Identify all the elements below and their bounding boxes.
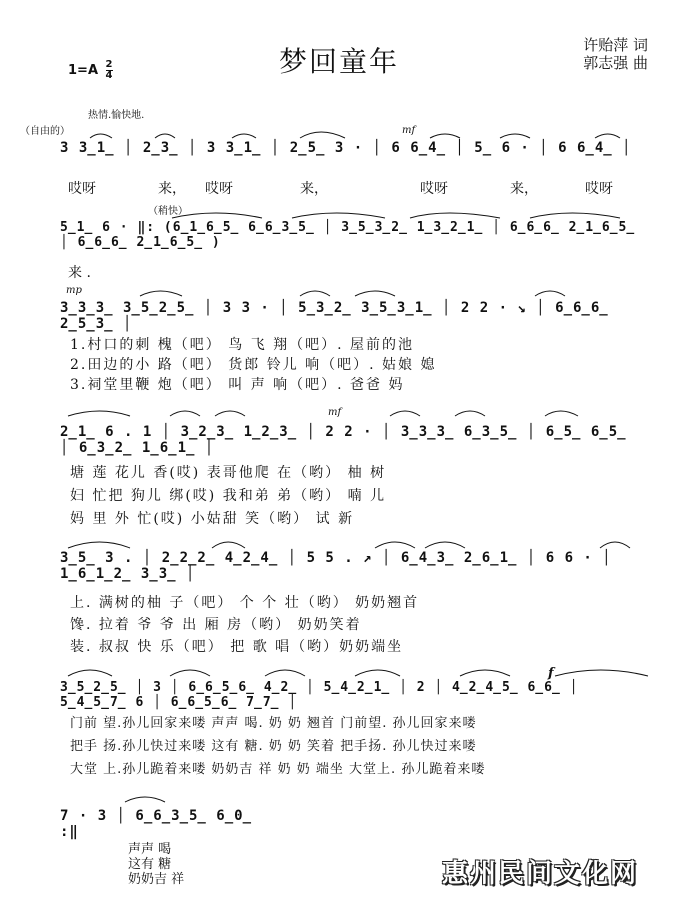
song-title: 梦回童年 bbox=[278, 45, 399, 78]
lyric-s1-3: 哎呀 bbox=[205, 181, 233, 197]
lyric-verse-d-2: 把手 扬.孙儿快过来喽 这有 糖. 奶 奶 笑着 把手扬. 孙儿快过来喽 bbox=[70, 739, 477, 754]
free-tempo-marking: （自由的） bbox=[20, 126, 70, 137]
music-system-4 bbox=[60, 416, 645, 456]
lyric-s1-1: 哎呀 bbox=[68, 181, 96, 197]
music-system-7 bbox=[60, 800, 260, 840]
lyric-verse-c-3: 装. 叔叔 快 乐（吧） 把 歌 唱（哟）奶奶端坐 bbox=[70, 639, 404, 655]
notation-line: 3 3̲1̲ │ 2̲3̲ │ 3 3̲1̲ │ 2̲5̲ 3 · │ 6 6̲4̲ │ 5̲ 6 · │ 6 6̲4̲ │ bbox=[60, 140, 632, 156]
lyricist: 许贻萍 词 bbox=[583, 36, 648, 54]
key-label: 1=A bbox=[68, 63, 98, 78]
lyric-s1-4: 来， bbox=[300, 181, 328, 197]
dynamic-mf-2: mf bbox=[328, 407, 342, 418]
lyric-s2: 来 . bbox=[68, 265, 91, 281]
lyric-s1-5: 哎呀 bbox=[420, 181, 448, 197]
lyric-ending-2: 这有 糖 bbox=[128, 857, 172, 872]
lyric-ending-3: 奶奶吉 祥 bbox=[128, 872, 185, 887]
notation-line: 3̲5̲ 3 . │ 2̲2̲2̲ 4̲2̲4̲ │ 5 5 . ↗ │ 6̲4̲3̲ 2̲6̲1̲ │ 6 6 · │ 1̲6̲1̲2̲ 3̲3̲ │ bbox=[60, 550, 612, 582]
lyric-verse-d-1: 门前 望.孙儿回家来喽 声声 喝. 奶 奶 翘首 门前望. 孙儿回家来喽 bbox=[70, 716, 477, 731]
key-signature bbox=[68, 60, 113, 81]
lyric-verse-a-3: 3.祠堂里鞭 炮（吧） 叫 声 响（吧）. 爸爸 妈 bbox=[70, 377, 405, 393]
lyric-s1-7: 哎呀 bbox=[585, 181, 613, 197]
lyric-verse-b-3: 妈 里 外 忙(哎) 小姑甜 笑（哟） 试 新 bbox=[70, 511, 355, 527]
dynamic-f: f bbox=[548, 666, 554, 681]
time-top: 2 bbox=[105, 59, 113, 70]
music-system-1 bbox=[60, 132, 645, 162]
lyric-verse-a-2: 2.田边的小 路（吧） 货郎 铃儿 响（吧）. 姑娘 媳 bbox=[70, 357, 437, 373]
notation-line: 3̲3̲3̲ 3̲5̲2̲5̲ │ 3 3 · │ 5̲3̲2̲ 3̲5̲3̲1̲ │ 2 2 · ↘ │ 6̲6̲6̲ 2̲5̲3̲ │ bbox=[60, 300, 609, 332]
faster-marking: （稍快） bbox=[148, 206, 188, 217]
composer: 郭志强 曲 bbox=[583, 54, 648, 72]
lyric-verse-c-1: 上. 满树的柚 子（吧） 个 个 壮（哟） 奶奶翘首 bbox=[70, 595, 420, 611]
notation-line: 5̲1̲ 6 · ‖: (6̲1̲6̲5̲ 6̲6̲3̲5̲ │ 3̲5̲3̲2̲ 1̲3̲2̲1̲ │ 6̲6̲6̲ 2̲1̲6̲5̲ │ 6̲6̲6̲ 2̲1̲6̲5̲ ) bbox=[60, 220, 636, 250]
credits bbox=[583, 36, 648, 72]
lyric-ending-1: 声声 喝 bbox=[128, 842, 172, 857]
tempo-marking: 热情.愉快地. bbox=[88, 110, 145, 121]
time-signature bbox=[106, 60, 113, 81]
time-bottom: 4 bbox=[105, 70, 113, 81]
notation-line: 3̲5̲2̲5̲ │ 3 │ 6̲6̲5̲6̲ 4̲2̲ │ 5̲4̲2̲1̲ │ 2 │ 4̲2̲4̲5̲ 6̲6̲ │ 5̲4̲5̲7̲ 6 │ 6̲6̲5̲6̲ 7̲7̲ │ bbox=[60, 680, 579, 710]
lyric-s1-2: 来， bbox=[158, 181, 186, 197]
site-watermark: 惠州民间文化网 bbox=[441, 859, 638, 889]
notation-line: 2̲1̲ 6 . 1 │ 3̲2̲3̲ 1̲2̲3̲ │ 2 2 · │ 3̲3̲3̲ 6̲3̲5̲ │ 6̲5̲ 6̲5̲ │ 6̲3̲2̲ 1̲6̲1̲ │ bbox=[60, 424, 627, 456]
lyric-verse-b-1: 塘 莲 花儿 香(哎) 表哥他爬 在（哟） 柚 树 bbox=[70, 465, 387, 481]
lyric-verse-c-2: 馋. 拉着 爷 爷 出 厢 房（哟） 奶奶笑着 bbox=[70, 617, 362, 633]
lyric-verse-d-3: 大堂 上.孙儿跪着来喽 奶奶吉 祥 奶 奶 端坐 大堂上. 孙儿跪着来喽 bbox=[70, 762, 486, 777]
lyric-verse-a-1: 1.村口的刺 槐（吧） 鸟 飞 翔（吧）. 屋前的池 bbox=[70, 337, 415, 353]
music-system-3 bbox=[60, 292, 645, 332]
music-system-5 bbox=[60, 542, 645, 582]
music-system-2 bbox=[60, 212, 645, 250]
dynamic-mp: mp bbox=[66, 285, 82, 296]
music-system-6 bbox=[60, 672, 645, 710]
lyric-verse-b-2: 妇 忙把 狗儿 绑(哎) 我和弟 弟（哟） 喃 儿 bbox=[70, 488, 387, 504]
dynamic-mf-1: mf bbox=[402, 125, 416, 136]
notation-line: 7 · 3 │ 6̲6̲3̲5̲ 6̲0̲ :‖ bbox=[60, 808, 253, 840]
lyric-s1-6: 来， bbox=[510, 181, 538, 197]
